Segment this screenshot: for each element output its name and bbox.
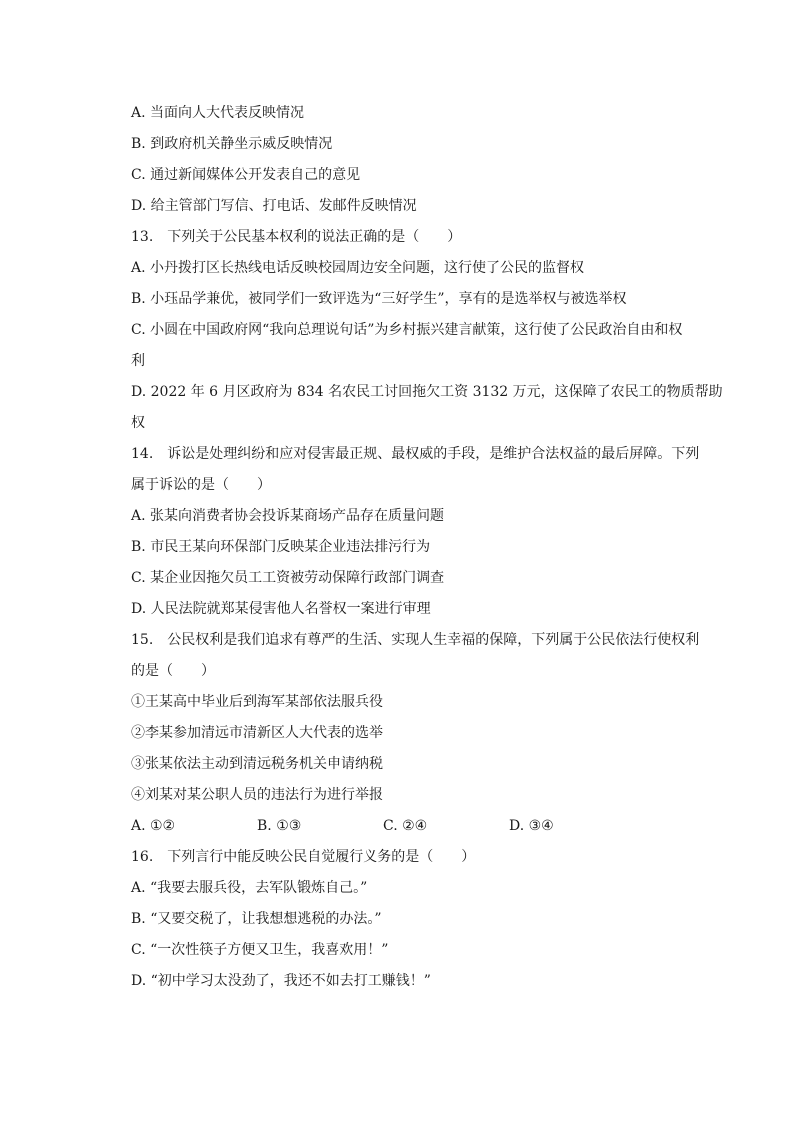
- q16-number: 16.: [131, 849, 154, 865]
- q12-option-b: B. 到政府机关静坐示威反映情况: [131, 136, 333, 152]
- q16-option-a: A. “我要去服兵役，去军队锻炼自己。”: [131, 880, 368, 896]
- q13-option-b: B. 小珏品学兼优，被同学们一致评选为“三好学生”，享有的是选举权与被选举权: [131, 291, 627, 307]
- q15-item-2: ②李某参加清远市清新区人大代表的选举: [131, 725, 383, 741]
- question-15: [131, 628, 701, 845]
- q13-option-d-line1: D. 2022 年 6 月区政府为 834 名农民工讨回拖欠工资 3132 万元，这保障了农民工的物质帮助: [131, 384, 723, 400]
- question-12-options: [131, 101, 701, 225]
- exam-page: [131, 101, 723, 1000]
- q15-stem-line2: 的是（ ）: [131, 663, 215, 679]
- q14-number: 14.: [131, 446, 154, 462]
- q13-number: 13.: [131, 229, 154, 245]
- q15-choice-b: B. ①③: [257, 818, 302, 834]
- q13-option-d-line2: 权: [131, 415, 145, 431]
- q14-stem-line2: 属于诉讼的是（ ）: [131, 477, 271, 493]
- q13-stem-line: [131, 225, 701, 256]
- q13-option-a: A. 小丹拨打区长热线电话反映校园周边安全问题，这行使了公民的监督权: [131, 260, 585, 276]
- question-14: [131, 442, 701, 628]
- q12-option-a: A. 当面向人大代表反映情况: [131, 105, 305, 121]
- q15-choice-c: C. ②④: [383, 818, 428, 834]
- q15-number: 15.: [131, 632, 154, 648]
- q14-option-a: A. 张某向消费者协会投诉某商场产品存在质量问题: [131, 508, 445, 524]
- q16-stem: 下列言行中能反映公民自觉履行义务的是（ ）: [167, 849, 476, 865]
- q14-option-b: B. 市民王某向环保部门反映某企业违法排污行为: [131, 539, 431, 555]
- q13-option-c-line2: 利: [131, 353, 145, 369]
- q13-stem: 下列关于公民基本权利的说法正确的是（ ）: [167, 229, 462, 245]
- q16-option-c: C. “一次性筷子方便又卫生，我喜欢用！”: [131, 942, 389, 958]
- q14-stem-line1: [131, 442, 701, 473]
- q14-stem-text1: 诉讼是处理纠纷和应对侵害最正规、最权威的手段，是维护合法权益的最后屏障。下列: [167, 446, 700, 462]
- q16-option-b: B. “又要交税了，让我想想逃税的办法。”: [131, 911, 382, 927]
- q14-option-c: C. 某企业因拖欠员工工资被劳动保障行政部门调查: [131, 570, 445, 586]
- q16-stem-line: [131, 845, 701, 876]
- q15-stem-text1: 公民权利是我们追求有尊严的生活、实现人生幸福的保障，下列属于公民依法行使权利: [167, 632, 700, 648]
- q16-option-d: D. “初中学习太没劲了，我还不如去打工赚钱！”: [131, 973, 431, 989]
- q15-stem-line1: [131, 628, 701, 659]
- q15-choice-a: A. ①②: [131, 818, 176, 834]
- q15-item-3: ③张某依法主动到清远税务机关申请纳税: [131, 756, 383, 772]
- question-13: [131, 225, 723, 442]
- q13-option-c-line1: C. 小圆在中国政府网“我向总理说句话”为乡村振兴建言献策，这行使了公民政治自由和权: [131, 322, 683, 338]
- q12-option-d: D. 给主管部门写信、打电话、发邮件反映情况: [131, 198, 417, 214]
- q12-option-c: C. 通过新闻媒体公开发表自己的意见: [131, 167, 361, 183]
- q15-choices: [131, 814, 701, 845]
- q15-item-1: ①王某高中毕业后到海军某部依法服兵役: [131, 694, 383, 710]
- q14-option-d: D. 人民法院就郑某侵害他人名誉权一案进行审理: [131, 601, 431, 617]
- q15-item-4: ④刘某对某公职人员的违法行为进行举报: [131, 787, 383, 803]
- q15-choice-d: D. ③④: [509, 818, 554, 834]
- question-16: [131, 845, 701, 1000]
